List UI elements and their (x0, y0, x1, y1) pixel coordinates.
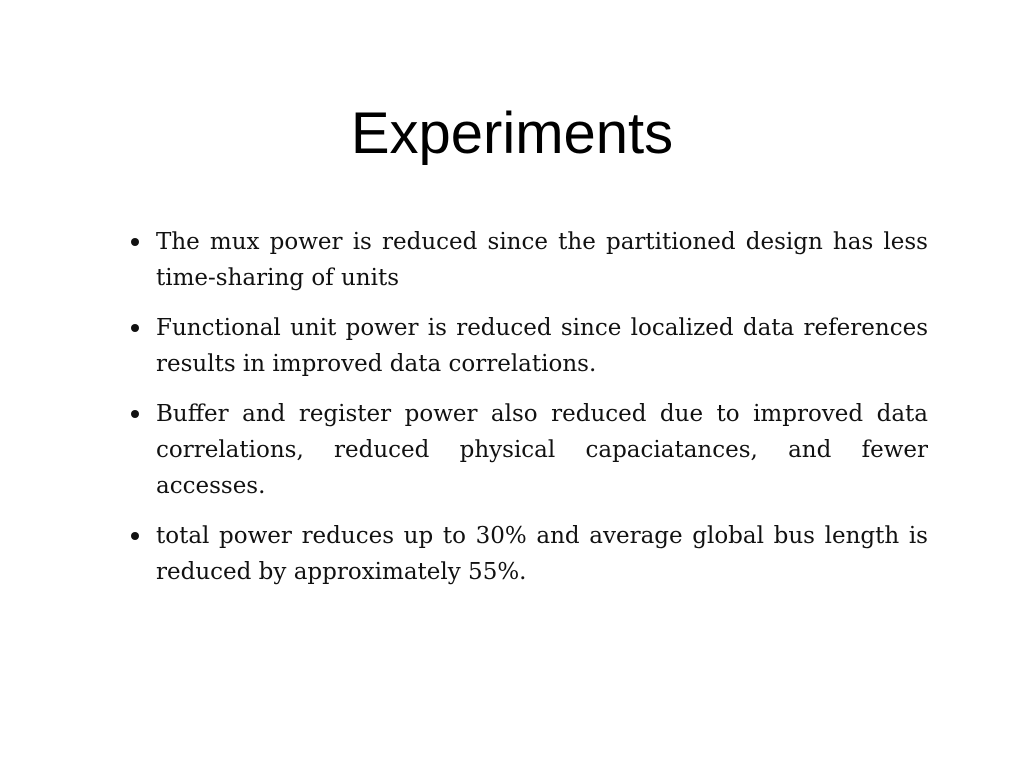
bullet-dot-icon (131, 324, 139, 332)
bullet-item (128, 310, 928, 382)
bullet-item (128, 396, 928, 504)
bullet-dot-icon (131, 410, 139, 418)
bullet-text: total power reduces up to 30% and average global bus length is reduced by approximately 55%. (156, 523, 928, 585)
bullet-dot-icon (131, 532, 139, 540)
slide-title: Experiments (350, 101, 674, 166)
bullet-item (128, 518, 928, 590)
bullet-dot-icon (131, 238, 139, 246)
bullet-item (128, 224, 928, 296)
bullet-text: The mux power is reduced since the partitioned design has less time-sharing of units (156, 229, 928, 291)
bullet-text: Buffer and register power also reduced due to improved data correlations, reduced physical capaciatances, and fewer accesses. (156, 401, 928, 499)
bullet-text: Functional unit power is reduced since localized data references results in improved data correlations. (156, 315, 928, 377)
bullet-list (128, 224, 928, 604)
